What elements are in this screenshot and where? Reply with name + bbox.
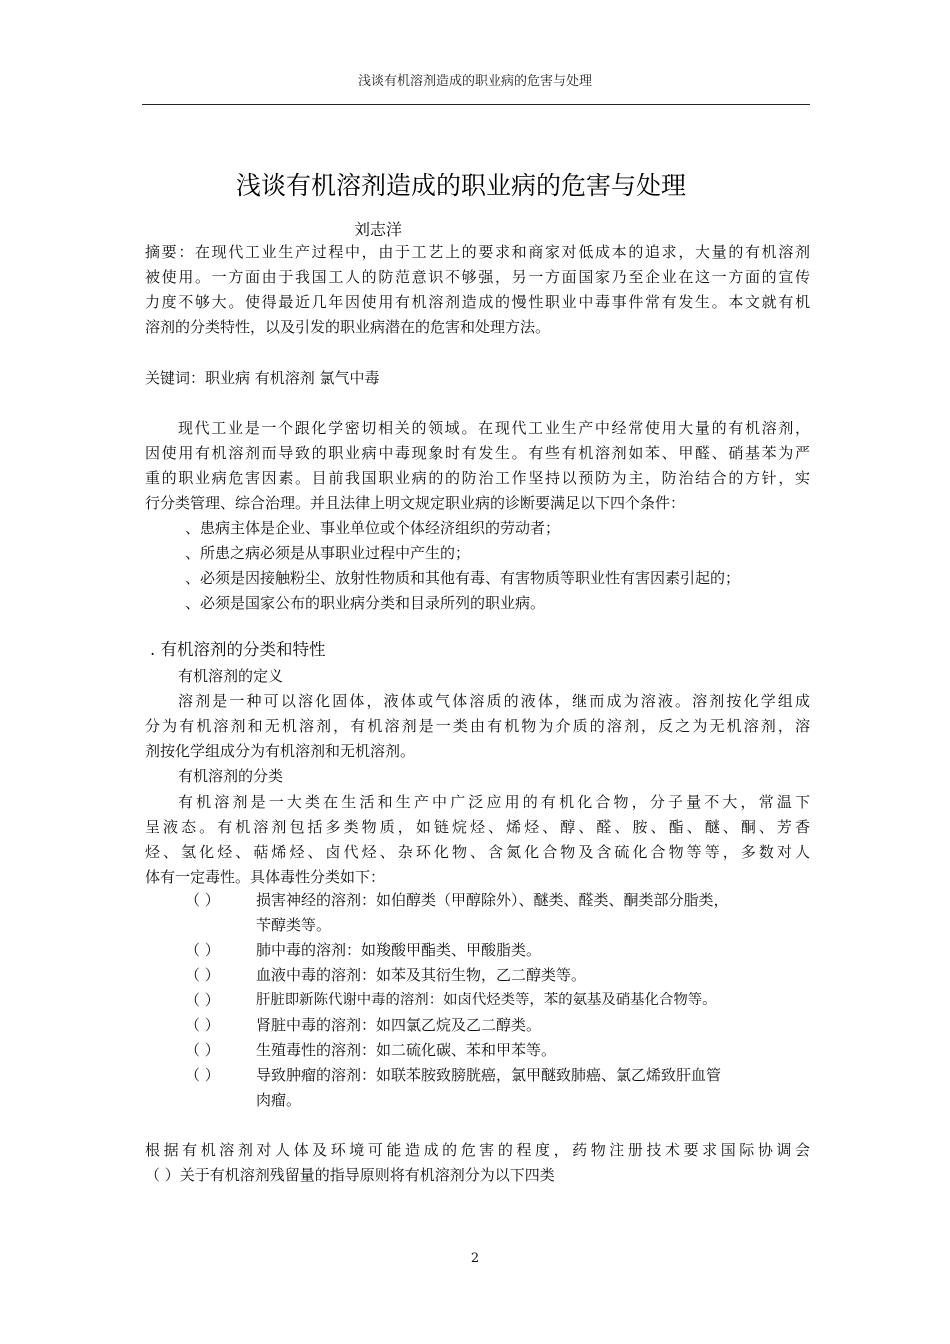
keywords: 关键词：职业病 有机溶剂 氯气中毒 — [145, 369, 380, 387]
list-marker: （ ） — [185, 941, 220, 959]
running-header: 浅谈有机溶剂造成的职业病的危害与处理 — [357, 74, 592, 89]
author: 刘志洋 — [354, 220, 403, 239]
toxicity-item: 血液中毒的溶剂：如苯及其衍生物，乙二醇类等。 — [256, 966, 587, 984]
toxicity-item: 生殖毒性的溶剂：如二硫化碳、苯和甲苯等。 — [256, 1041, 557, 1059]
toxicity-item: 肺中毒的溶剂：如羧酸甲酯类、甲酸脂类。 — [256, 941, 542, 959]
toxicity-item: 肾脏中毒的溶剂：如四氯乙烷及乙二醇类。 — [256, 1016, 542, 1034]
definition-line: 溶剂是一种可以溶化固体，液体或气体溶质的液体，继而成为溶液。溶剂按化学组成 — [178, 692, 810, 710]
subsection-heading: 有机溶剂的定义 — [178, 667, 284, 685]
definition-line: 剂按化学组成分为有机溶剂和无机溶剂。 — [145, 742, 416, 760]
list-marker: （ ） — [185, 1041, 220, 1059]
page-number: 2 — [470, 1251, 480, 1266]
abstract-line: 被使用。一方面由于我国工人的防范意识不够强，另一方面国家乃至企业在这一方面的宣传 — [145, 268, 810, 286]
condition-item: 、必须是因接触粉尘、放射性物质和其他有毒、有害物质等职业性有害因素引起的； — [185, 569, 741, 587]
condition-item: 、必须是国家公布的职业病分类和目录所列的职业病。 — [185, 594, 546, 612]
abstract-line: 摘要：在现代工业生产过程中，由于工艺上的要求和商家对低成本的追求，大量的有机溶剂 — [145, 243, 810, 261]
section-heading: . 有机溶剂的分类和特性 — [150, 640, 326, 659]
subsection-heading: 有机溶剂的分类 — [178, 767, 284, 785]
page-title: 浅谈有机溶剂造成的职业病的危害与处理 — [235, 171, 686, 200]
intro-line: 现代工业是一个跟化学密切相关的领域。在现代工业生产中经常使用大量的有机溶剂， — [178, 419, 810, 437]
toxicity-item — [256, 888, 809, 938]
list-marker: （ ） — [185, 991, 220, 1009]
closing-line: 根据有机溶剂对人体及环境可能造成的危害的程度，药物注册技术要求国际协调会 — [145, 1141, 810, 1159]
intro-line: 重的职业病危害因素。目前我国职业病的的防治工作坚持以预防为主，防治结合的方针，实 — [145, 469, 810, 487]
classification-line: 有机溶剂是一大类在生活和生产中广泛应用的有机化合物，分子量不大，常温下 — [178, 793, 810, 811]
classification-line: 体有一定毒性。具体毒性分类如下： — [145, 868, 386, 886]
list-marker: （ ） — [185, 966, 220, 984]
toxicity-text: 导致肿瘤的溶剂：如联苯胺致膀胱癌，氯甲醚致肺癌、氯乙烯致肝血管 — [256, 1066, 722, 1084]
classification-line: 呈液态。有机溶剂包括多类物质，如链烷烃、烯烃、醇、醛、胺、酯、醚、酮、芳香 — [145, 818, 810, 836]
abstract-line: 力度不够大。使得最近几年因使用有机溶剂造成的慢性职业中毒事件常有发生。本文就有机 — [145, 293, 810, 311]
condition-item: 、患病主体是企业、事业单位或个体经济组织的劳动者； — [185, 519, 561, 537]
intro-line: 行分类管理、综合治理。并且法律上明文规定职业病的诊断要满足以下四个条件： — [145, 494, 686, 512]
toxicity-item — [256, 1063, 809, 1113]
toxicity-text: 肉瘤。 — [256, 1091, 302, 1109]
list-marker: （ ） — [185, 1066, 220, 1084]
closing-line: （ ）关于有机溶剂残留量的指导原则将有机溶剂分为以下四类 — [145, 1166, 555, 1184]
header-divider — [142, 104, 810, 105]
list-marker: （ ） — [185, 891, 220, 909]
abstract-line: 溶剂的分类特性，以及引发的职业病潜在的危害和处理方法。 — [145, 318, 551, 336]
toxicity-text: 损害神经的溶剂：如伯醇类（甲醇除外）、醚类、醛类、酮类部分脂类， — [256, 891, 729, 909]
condition-item: 、所患之病必须是从事职业过程中产生的； — [185, 544, 471, 562]
list-marker: （ ） — [185, 1016, 220, 1034]
intro-line: 因使用有机溶剂而导致的职业病中毒现象时有发生。有些有机溶剂如苯、甲醛、硝基苯为严 — [145, 444, 810, 462]
classification-line: 烃、氢化烃、萜烯烃、卤代烃、杂环化物、含氮化合物及含硫化合物等等，多数对人 — [145, 843, 810, 861]
definition-line: 分为有机溶剂和无机溶剂，有机溶剂是一类由有机物为介质的溶剂，反之为无机溶剂，溶 — [145, 717, 810, 735]
toxicity-text: 苄醇类等。 — [256, 916, 332, 934]
toxicity-item: 肝脏即新陈代谢中毒的溶剂：如卤代烃类等，苯的氨基及硝基化合物等。 — [256, 992, 717, 1008]
